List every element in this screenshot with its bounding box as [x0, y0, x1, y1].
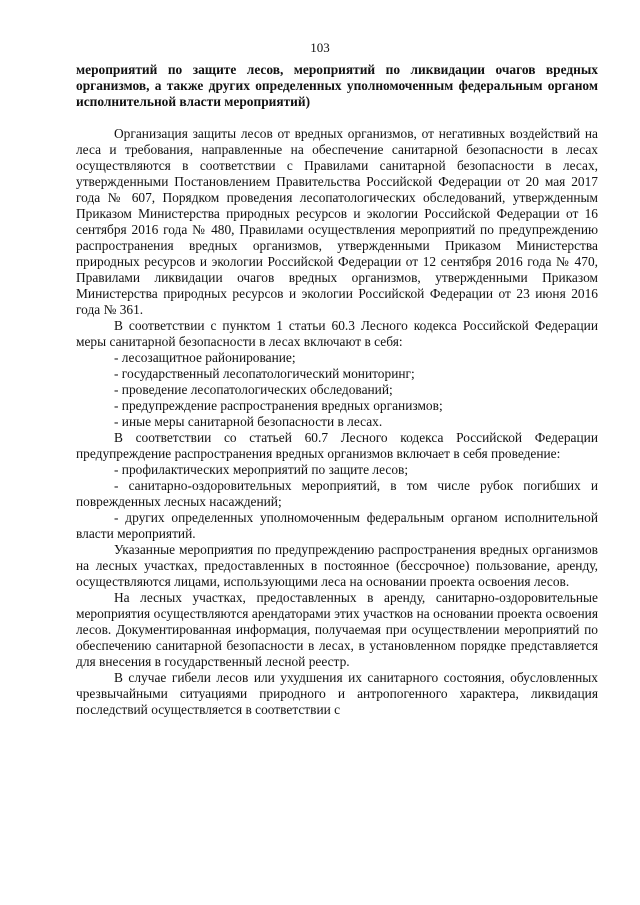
list-item: - других определенных уполномоченным федеральным органом исполнительной власти мероприятий. [76, 510, 598, 541]
paragraph-forest-users: Указанные мероприятия по предупреждению распространения вредных организмов на лесных участках, предоставленных в постоянное (бессрочное) пользование, аренду, осуществляются лицами, использующими леса на основании проекта освоения лесов. [76, 542, 598, 589]
list-item: - государственный лесопатологический мониторинг; [114, 366, 415, 381]
paragraph-emergencies: В случае гибели лесов или ухудшения их санитарного состояния, обусловленных чрезвычайными ситуациями природного и антропогенного характера, ликвидация последствий осуществляется в соответствии с [76, 670, 598, 717]
paragraph-measures-intro: В соответствии с пунктом 1 статьи 60.3 Лесного кодекса Российской Федерации меры санитарной безопасности в лесах включают в себя: [76, 318, 598, 349]
list-item: - проведение лесопатологических обследований; [114, 382, 393, 397]
list-item: - иные меры санитарной безопасности в лесах. [114, 414, 383, 429]
paragraph-regulations: Организация защиты лесов от вредных организмов, от негативных воздействий на леса и требования, направленные на обеспечение санитарной безопасности в лесах осуществляются в соответствии с Правилами санитарной безопасности в лесах, утвержденными Постановлением Правительства Российской Федерации от 20 мая 2017 года № 607, Порядком проведения лесопатологических обследований, утвержденным Приказом Министерства природных ресурсов и экологии Российской Федерации от 16 сентября 2016 года № 480, Правилами осуществления мероприятий по предупреждению распространения вредных организмов, утвержденными Приказом Министерства природных ресурсов и экологии Российской Федерации от 12 сентября 2016 года № 470, Правилами ликвидации очагов вредных организмов, утвержденными Приказом Министерства природных ресурсов и экологии Российской Федерации от 23 июня 2016 года № 361. [76, 126, 598, 317]
page-number: 103 [310, 40, 330, 55]
list-item: - предупреждение распространения вредных организмов; [114, 398, 443, 413]
section-heading: мероприятий по защите лесов, мероприятий по ликвидации очагов вредных организмов, а также других определенных уполномоченным федеральным органом исполнительной власти мероприятий) [76, 62, 598, 109]
list-item: - санитарно-оздоровительных мероприятий, в том числе рубок погибших и поврежденных лесных насаждений; [76, 478, 598, 509]
document-body [76, 62, 598, 718]
list-item: - профилактических мероприятий по защите лесов; [114, 462, 409, 477]
paragraph-prevention-intro: В соответствии со статьей 60.7 Лесного кодекса Российской Федерации предупреждение распространения вредных организмов включает в себя проведение: [76, 430, 598, 461]
paragraph-leased-plots: На лесных участках, предоставленных в аренду, санитарно-оздоровительные мероприятия осуществляются арендаторами этих участков на основании проекта освоения лесов. Документированная информация, получаемая при осуществлении мероприятий по обеспечению санитарной безопасности в лесах, в установленном порядке представляется для внесения в государственный лесной реестр. [76, 590, 598, 669]
list-item: - лесозащитное районирование; [114, 350, 296, 365]
